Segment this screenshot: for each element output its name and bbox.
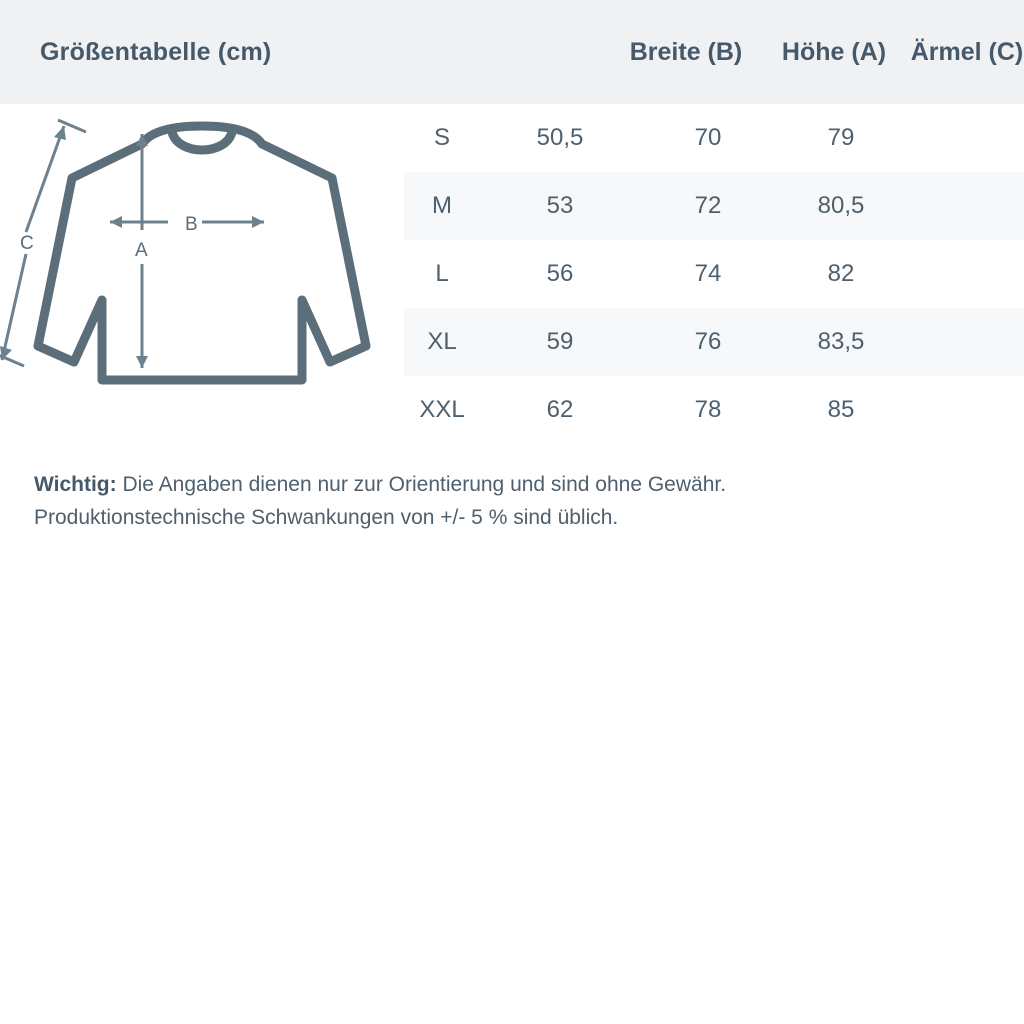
garment-diagram <box>0 104 404 444</box>
cell-height: 76 <box>694 328 722 355</box>
cell-sleeve: 80,5 <box>817 192 865 219</box>
cell-size: M <box>432 192 452 219</box>
disclaimer-note <box>0 444 1024 534</box>
cell-height: 74 <box>694 260 722 287</box>
cell-sleeve: 82 <box>827 260 855 287</box>
dimension-label-b: B <box>185 214 198 235</box>
column-header-width: Breite (B) <box>629 37 743 66</box>
dimension-label-a: A <box>135 240 148 261</box>
page-title: Größentabelle (cm) <box>40 37 272 66</box>
cell-width: 62 <box>546 396 574 423</box>
cell-sleeve: 83,5 <box>817 328 865 355</box>
size-chart-header <box>0 0 1024 104</box>
cell-size: XXL <box>419 396 465 423</box>
column-headers <box>530 38 1024 67</box>
cell-sleeve: 85 <box>827 396 855 423</box>
table-row <box>404 376 1024 444</box>
table-row <box>404 240 1024 308</box>
cell-height: 70 <box>694 124 722 151</box>
dimension-label-c: C <box>20 233 34 254</box>
table-row <box>404 172 1024 240</box>
cell-height: 72 <box>694 192 722 219</box>
disclaimer-line2: Produktionstechnische Schwankungen von +/- 5 % sind üblich. <box>34 506 619 529</box>
cell-size: L <box>435 260 449 287</box>
cell-width: 56 <box>546 260 574 287</box>
table-row <box>404 308 1024 376</box>
column-header-sleeve: Ärmel (C) <box>910 37 1024 66</box>
disclaimer-line1: Die Angaben dienen nur zur Orientierung und sind ohne Gewähr. <box>116 473 727 496</box>
cell-width: 59 <box>546 328 574 355</box>
size-rows <box>404 104 1024 444</box>
cell-width: 53 <box>546 192 574 219</box>
sweatshirt-icon <box>0 104 404 444</box>
table-row <box>404 104 1024 172</box>
cell-sleeve: 79 <box>827 124 855 151</box>
cell-height: 78 <box>694 396 722 423</box>
size-chart-body <box>0 104 1024 444</box>
cell-size: S <box>433 124 450 151</box>
cell-size: XL <box>427 328 457 355</box>
cell-width: 50,5 <box>536 124 584 151</box>
disclaimer-lead: Wichtig: <box>34 473 117 496</box>
column-header-height: Höhe (A) <box>781 37 887 66</box>
